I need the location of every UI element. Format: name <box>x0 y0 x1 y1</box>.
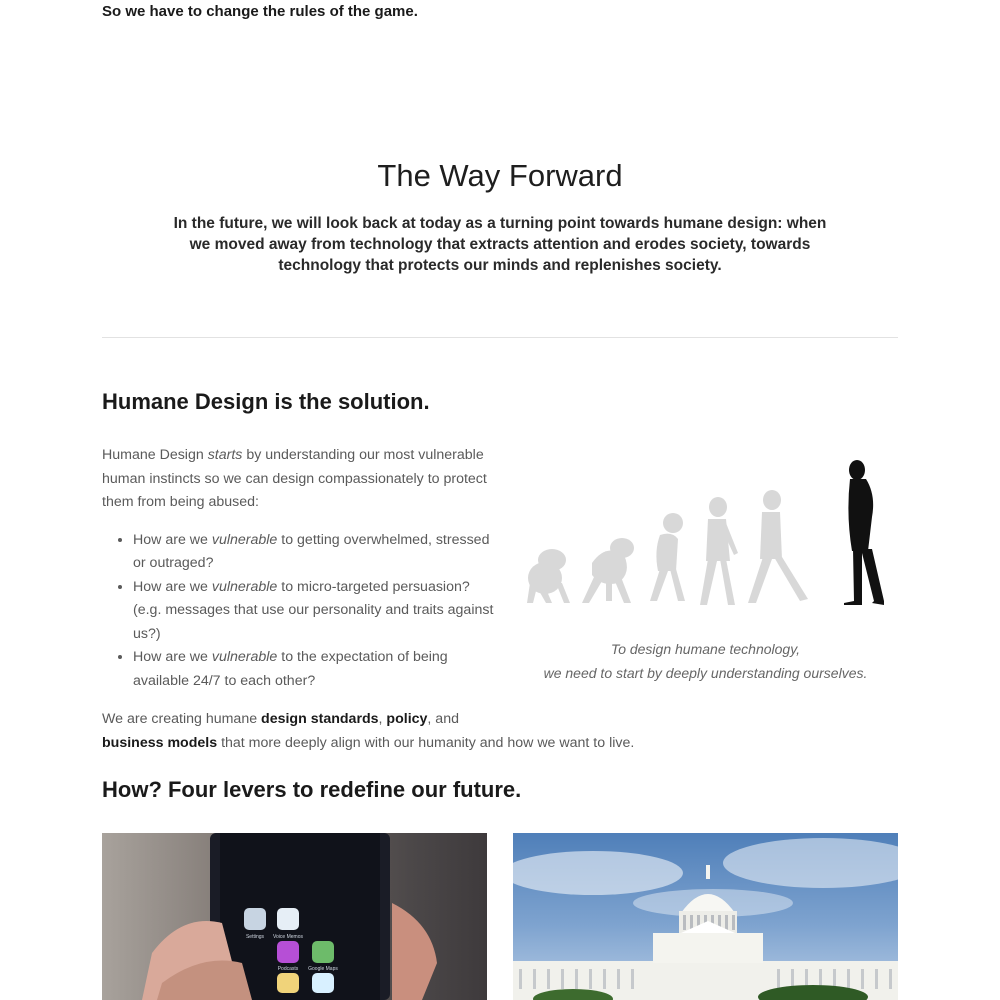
hominid-figure-4 <box>700 497 738 605</box>
caption-line: To design humane technology, <box>610 641 801 657</box>
ape-figure-1 <box>527 549 570 603</box>
list-item <box>133 646 497 693</box>
hominid-figure-5 <box>748 490 808 603</box>
summary-design-standards: design standards <box>261 711 379 727</box>
bullet-suffix: to the expectation of being available 24/7 to each other? <box>133 649 448 689</box>
way-forward-subtitle: In the future, we will look back at today as a turning point towards humane design: when we moved away from technology that extracts attention and erodes society, towards technology that protects our minds and replenishes society. <box>173 215 827 274</box>
summary-business-models: business models <box>102 734 218 751</box>
page-title: The Way Forward <box>377 158 623 193</box>
modern-human-figure <box>844 460 884 605</box>
caption-line: we need to start by deeply understanding ourselves. <box>543 664 868 681</box>
bullet-prefix: How are we <box>133 578 212 595</box>
list-item <box>133 576 497 647</box>
section-divider <box>102 337 898 338</box>
ape-figure-2 <box>582 538 634 603</box>
app-label: Podcasts <box>277 966 299 972</box>
hominid-figure-3 <box>650 513 685 601</box>
capitol-lever-image <box>513 833 898 1000</box>
bullet-emphasis: vulnerable <box>211 531 278 548</box>
vulnerability-list <box>102 529 497 694</box>
intro-emphasis: starts <box>207 447 243 463</box>
summary-policy: policy <box>386 711 428 727</box>
list-item <box>133 529 497 576</box>
summary-sep: , <box>378 711 387 727</box>
levers-heading: How? Four levers to redefine our future. <box>102 777 522 802</box>
summary-prefix: We are creating humane <box>102 711 262 727</box>
bullet-prefix: How are we <box>133 531 212 548</box>
app-label: Google Maps <box>308 966 338 972</box>
bullet-emphasis: vulnerable <box>211 649 278 665</box>
intro-prefix: Humane Design <box>102 447 208 463</box>
bullet-prefix: How are we <box>133 649 212 665</box>
summary-suffix: that more deeply align with our humanity and how we want to live. <box>217 734 635 751</box>
bullet-suffix: to getting overwhelmed, stressed or outraged? <box>133 531 490 571</box>
bullet-emphasis: vulnerable <box>211 578 278 595</box>
bullet-suffix: to micro-targeted persuasion? (e.g. messages that use our personality and traits against us?) <box>133 578 494 642</box>
solution-intro <box>102 444 497 515</box>
intro-suffix: by understanding our most vulnerable human instincts so we can design compassionately to protect them from being abused: <box>102 447 487 510</box>
closing-line: So we have to change the rules of the game. <box>102 3 418 20</box>
solution-heading: Humane Design is the solution. <box>102 389 430 414</box>
app-label: Settings <box>245 934 265 940</box>
summary-sep: , and <box>427 711 459 727</box>
app-label: Voice Memos <box>272 934 304 940</box>
evolution-illustration <box>520 455 900 615</box>
phone-lever-image <box>102 833 487 1000</box>
evolution-caption <box>513 638 898 685</box>
summary-paragraph <box>102 708 702 755</box>
solution-body <box>102 444 497 693</box>
